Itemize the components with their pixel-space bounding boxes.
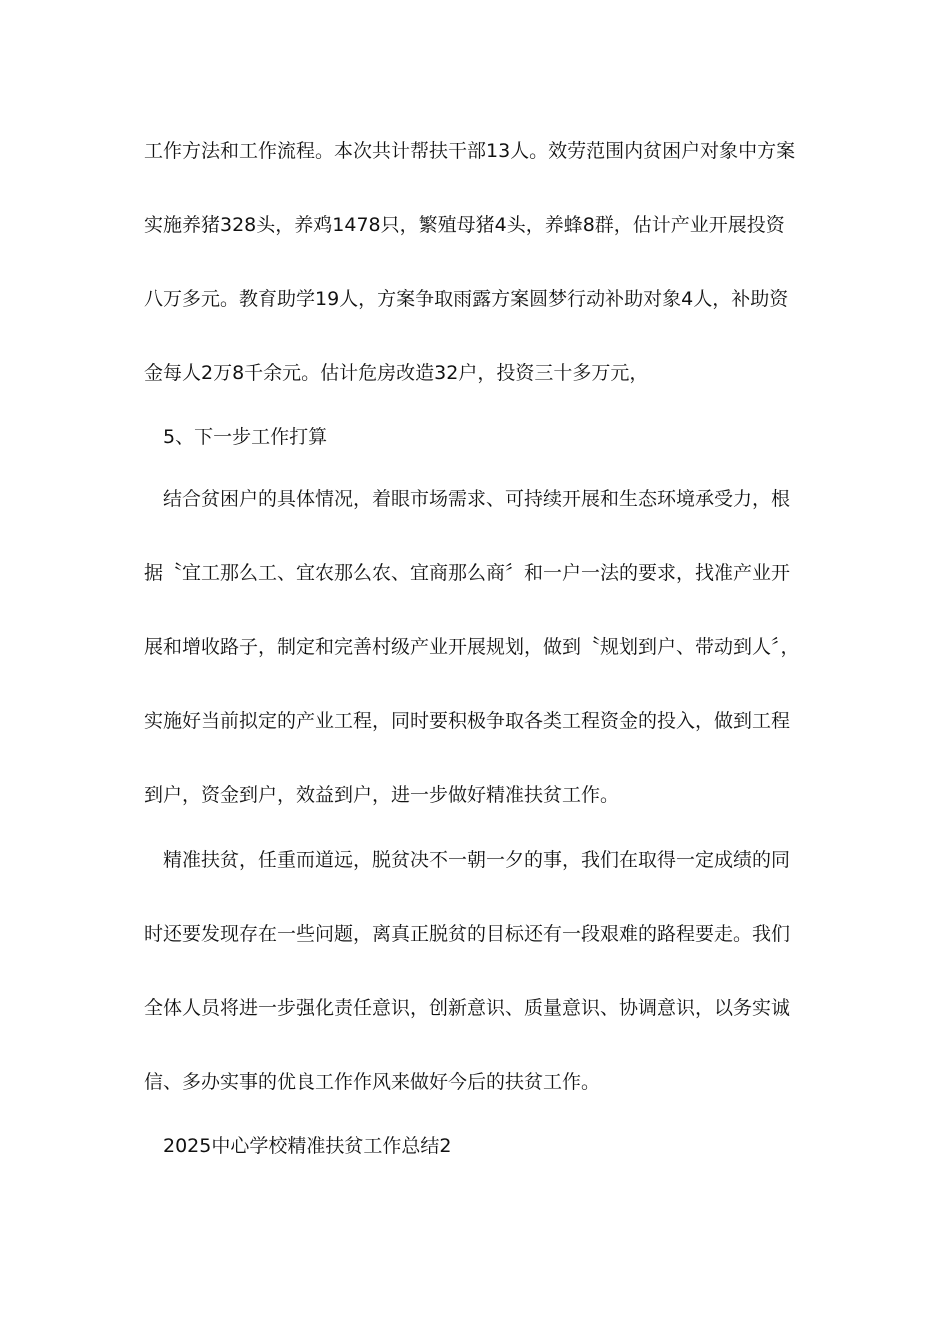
paragraph-line: 结合贫困户的具体情况，着眼市场需求、可持续开展和生态环境承受力，根: [163, 488, 791, 510]
paragraph-line: 时还要发现存在一些问题，离真正脱贫的目标还有一段艰难的路程要走。我们: [144, 923, 791, 945]
paragraph-line: 金每人2万8千余元。估计危房改造32户，投资三十多万元，: [144, 362, 649, 384]
paragraph-line: 信、多办实事的优良工作作风来做好今后的扶贫工作。: [144, 1071, 601, 1093]
paragraph-line: 实施养猪328头，养鸡1478只，繁殖母猪4头，养蜂8群，估计产业开展投资: [144, 214, 785, 236]
document-title: 2025中心学校精准扶贫工作总结2: [163, 1135, 452, 1157]
paragraph-line: 到户，资金到户，效益到户，进一步做好精准扶贫工作。: [144, 784, 620, 806]
section-heading: 5、下一步工作打算: [163, 426, 328, 448]
paragraph-line: 展和增收路子，制定和完善村级产业开展规划，做到〝规划到户、带动到人〞，: [144, 636, 800, 658]
paragraph-line: 八万多元。教育助学19人，方案争取雨露方案圆梦行动补助对象4人，补助资: [144, 288, 789, 310]
paragraph-line: 实施好当前拟定的产业工程，同时要积极争取各类工程资金的投入，做到工程: [144, 710, 791, 732]
paragraph-line: 据〝宜工那么工、宜农那么农、宜商那么商〞和一户一法的要求，找准产业开: [144, 562, 791, 584]
paragraph-line: 全体人员将进一步强化责任意识，创新意识、质量意识、协调意识，以务实诚: [144, 997, 791, 1019]
paragraph-line: 工作方法和工作流程。本次共计帮扶干部13人。效劳范围内贫困户对象中方案: [144, 140, 796, 162]
paragraph-line: 精准扶贫，任重而道远，脱贫决不一朝一夕的事，我们在取得一定成绩的同: [163, 849, 791, 871]
